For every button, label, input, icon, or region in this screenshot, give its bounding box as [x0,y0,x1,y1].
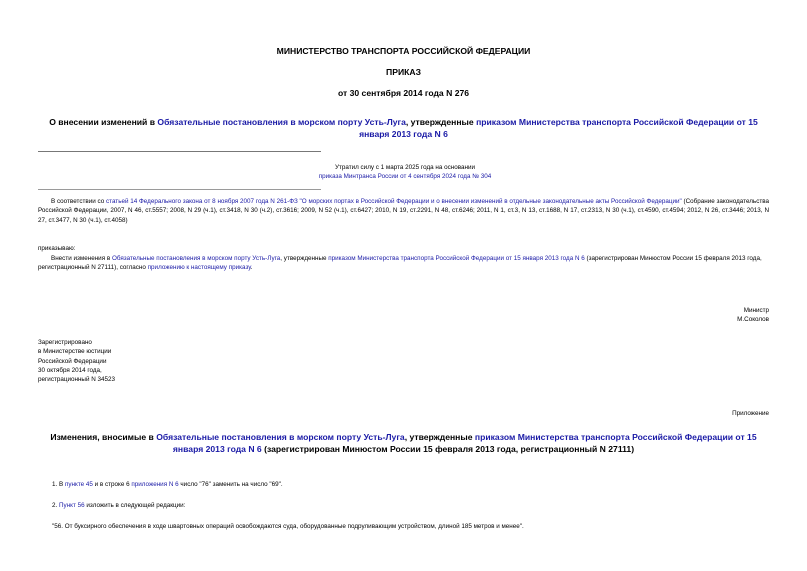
item2-text-a: 2. [52,502,60,509]
preamble-paragraph [38,197,769,225]
document-date: от 30 сентября 2014 года N 276 [337,88,470,98]
order-link-regulations[interactable]: Обязательные постановления в морском порту Усть-Луга [111,255,281,262]
repeal-notice-text: Утратил силу с 1 марта 2025 года на основании [334,164,476,171]
order-text-a: Внести изменения в [51,255,112,262]
title-link-regulations[interactable]: Обязательные постановления в морском порту Усть-Луга [157,117,406,127]
title-link-order[interactable]: приказом Министерства транспорта Российской Федерации от 15 января 2013 года N 6 [359,117,758,139]
preamble-text-b: (Собрание законодательства Российской Федерации, 2007, N 46, ст.5557; 2008, N 29 (ч.1), ст.3418, N 30 (ч.2), ст.3616; 2009, N 52 (ч.1), ст.6427; 2010, N 19, ст.2291, N 48, ст.6246; 2011, N 1, ст.3, N 13, ст.1688, N 17, ст.2313, N 30 (ч.1), ст.4590, ст.4594; 2012, N 26, ст.3446; 2013, N 27, ст.3477, N 30 (ч.1), ст.4058) [38,198,770,224]
appendix-item-1 [52,480,283,489]
item2-link-clause[interactable]: Пункт 56 [59,502,85,509]
order-text-d: . [250,264,253,272]
preamble-law-link[interactable]: статьей 14 Федерального закона от 8 ноября 2007 года N 261-ФЗ "О морских портах в Российской Федерации и о внесении изменений в отдельные законодательные акты Российской Федерации" [105,198,682,205]
title-mid: , утвержденные [405,117,477,127]
appendix-item-3: "56. От буксирного обеспечения в ходе швартовных операций освобождаются суда, оборудованные подруливающим устройством, длиной 185 метров и менее". [52,523,524,530]
signature-name: М.Соколов [737,316,769,324]
order-link-order[interactable]: приказом Министерства транспорта Российской Федерации от 15 января 2013 года N 6 [328,255,585,262]
preamble-text-a: В соответствии со [51,198,106,205]
repeal-notice-link[interactable]: приказа Минтранса России от 4 сентября 2024 года № 304 [318,173,492,181]
item1-text-b: и в строке 6 [92,481,132,488]
ministry-heading: МИНИСТЕРСТВО ТРАНСПОРТА РОССИЙСКОЙ ФЕДЕРАЦИИ [276,46,531,56]
item1-link-appendix[interactable]: приложения N 6 [131,481,179,488]
registration-line: в Министерстве юстиции [38,348,112,356]
document-type: ПРИКАЗ [386,67,421,77]
appendix-item-2 [52,501,185,510]
appendix-title-a: Изменения, вносимые в [50,432,157,442]
divider-bottom [38,189,321,190]
appendix-title [38,431,769,455]
signature-position: Министр [743,307,769,314]
appendix-label: Приложение [732,410,769,417]
registration-line: Зарегистрировано [38,339,92,346]
item1-link-clause[interactable]: пункте 45 [64,481,93,488]
order-link-appendix[interactable]: приложению к настоящему приказу [147,264,251,272]
registration-block [38,338,115,384]
appendix-title-c: (зарегистрирован Минюстом России 15 февраля 2013 года, регистрационный N 27111) [261,444,635,454]
repeal-notice [280,163,530,182]
divider-top [38,151,321,152]
title-prefix: О внесении изменений в [49,117,158,127]
signature-block [737,306,769,325]
order-text-c: (зарегистрирован Минюстом России 15 февраля 2013 года, регистрационный N 27111), согласно [38,255,762,272]
order-word: приказываю: [38,245,76,252]
item1-text-a: 1. В [52,481,65,488]
document-title [40,116,767,140]
registration-line: 30 октября 2014 года, [38,366,102,374]
registration-line: Российской Федерации [38,357,107,365]
order-paragraph [38,254,769,273]
appendix-title-link-regulations[interactable]: Обязательные постановления в морском порту Усть-Луга [156,432,405,442]
appendix-title-b: , утвержденные [404,432,475,442]
registration-line: регистрационный N 34523 [38,376,116,384]
item1-text-c: число "76" заменить на число "69". [178,481,283,488]
order-text-b: , утвержденные [280,255,329,262]
item2-text-b: изложить в следующей редакции: [84,502,186,509]
appendix-title-link-order[interactable]: приказом Министерства транспорта Российской Федерации от 15 января 2013 года N 6 [172,432,757,454]
